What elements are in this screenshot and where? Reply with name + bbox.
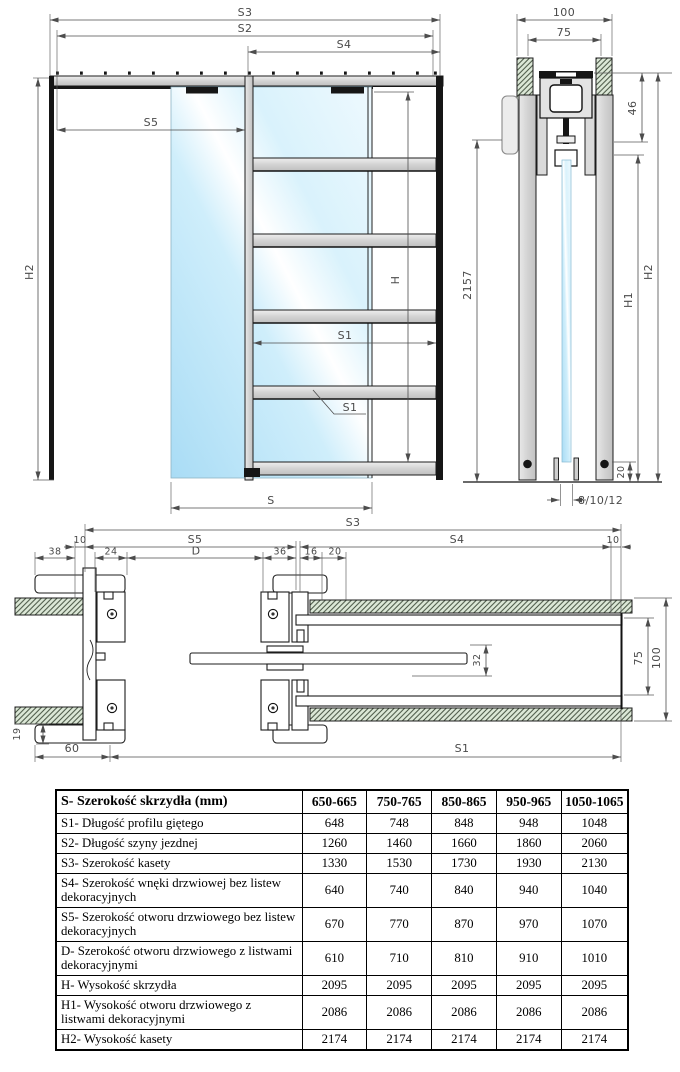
spec-cell: 840	[432, 874, 497, 908]
spec-cell: 870	[432, 907, 497, 941]
spec-cell: 1460	[367, 834, 432, 854]
spec-cell: 2095	[496, 975, 561, 995]
dim-label-s2-front: S2	[237, 22, 253, 35]
door-leaf-front	[171, 87, 372, 478]
dim-label-38: 38	[48, 546, 62, 558]
spec-cell: 748	[367, 814, 432, 834]
spec-cell: 2086	[561, 995, 628, 1029]
fixing-dot-left	[523, 460, 532, 469]
spec-row-label: H2- Wysokość kasety	[56, 1029, 302, 1050]
spec-header-row	[56, 790, 628, 814]
dim-label-2157: 2157	[461, 270, 474, 300]
dim-label-100-plan: 100	[650, 646, 663, 670]
spec-cell: 2174	[496, 1029, 561, 1050]
dim-label-h2-side: H2	[642, 263, 655, 281]
wall-edge-trim	[502, 96, 518, 154]
spec-header-col: 650-665	[302, 790, 367, 814]
side-section-view	[461, 6, 672, 507]
spec-cell: 1860	[496, 834, 561, 854]
dim-label-s4-plan: S4	[449, 533, 465, 546]
spec-cell: 2086	[496, 995, 561, 1029]
dim-label-s5-plan: S5	[187, 533, 203, 546]
spec-row-h1	[56, 995, 628, 1029]
dim-label-s3-plan: S3	[345, 516, 361, 529]
cassette-entry-post	[245, 76, 253, 480]
spec-row-s1	[56, 814, 628, 834]
spec-row-d	[56, 941, 628, 975]
spec-row-label: S3- Szerokość kasety	[56, 854, 302, 874]
dim-label-10-left: 10	[73, 535, 87, 546]
spec-cell: 1530	[367, 854, 432, 874]
spec-row-h2	[56, 1029, 628, 1050]
spec-cell: 1660	[432, 834, 497, 854]
spec-row-label: H- Wysokość skrzydła	[56, 975, 302, 995]
spec-cell: 640	[302, 874, 367, 908]
spec-cell: 1010	[561, 941, 628, 975]
spec-cell: 648	[302, 814, 367, 834]
spec-row-label: S2- Długość szyny jezdnej	[56, 834, 302, 854]
spec-cell: 2174	[302, 1029, 367, 1050]
spec-cell: 1730	[432, 854, 497, 874]
dim-label-s4-front: S4	[336, 38, 352, 51]
spec-row-s4	[56, 874, 628, 908]
spec-header-col: 950-965	[496, 790, 561, 814]
dim-label-h-front: H	[389, 275, 402, 285]
dim-label-h2-front: H2	[23, 263, 36, 281]
cassette-pocket	[373, 87, 436, 465]
spec-cell: 2086	[432, 995, 497, 1029]
dim-label-s5-front: S5	[143, 116, 159, 129]
spec-cell: 948	[496, 814, 561, 834]
dim-label-20-side: 20	[616, 465, 627, 479]
spec-row-s5	[56, 907, 628, 941]
dim-label-36: 36	[273, 546, 287, 558]
spec-cell: 1330	[302, 854, 367, 874]
wall-hatch-plan-left-bottom	[15, 707, 93, 724]
cassette-panel-left	[519, 95, 536, 480]
fixing-dot-right	[600, 460, 609, 469]
spec-row-s2	[56, 834, 628, 854]
front-view	[23, 6, 443, 514]
dim-label-75-plan: 75	[632, 650, 645, 666]
spec-cell: 910	[496, 941, 561, 975]
dim-label-s1-plan: S1	[454, 742, 470, 755]
architrave-left-top	[35, 575, 125, 593]
spec-cell: 848	[432, 814, 497, 834]
spec-cell: 2086	[367, 995, 432, 1029]
spec-header-col: 750-765	[367, 790, 432, 814]
spec-row-label: S1- Długość profilu giętego	[56, 814, 302, 834]
left-frame-profile	[49, 76, 54, 480]
spec-cell: 970	[496, 907, 561, 941]
spec-cell: 670	[302, 907, 367, 941]
spec-cell: 740	[367, 874, 432, 908]
spec-cell: 2130	[561, 854, 628, 874]
dim-label-75-side: 75	[556, 26, 572, 39]
plan-section-view	[12, 516, 672, 762]
spec-cell: 1260	[302, 834, 367, 854]
spec-cell: 2060	[561, 834, 628, 854]
spec-cell: 2095	[302, 975, 367, 995]
spec-row-h	[56, 975, 628, 995]
spec-cell: 1930	[496, 854, 561, 874]
spec-table	[55, 789, 629, 1051]
dim-label-h1-side: H1	[622, 291, 635, 309]
dim-label-s1-leader: S1	[342, 401, 358, 414]
spec-cell: 2095	[367, 975, 432, 995]
spec-row-label: D- Szerokość otworu drzwiowego z listwami dekoracyjnymi	[56, 941, 302, 975]
spec-cell: 2174	[561, 1029, 628, 1050]
dim-label-24: 24	[104, 546, 118, 558]
dim-label-32: 32	[472, 653, 483, 667]
spec-cell: 1040	[561, 874, 628, 908]
spec-cell: 2174	[432, 1029, 497, 1050]
spec-cell: 610	[302, 941, 367, 975]
dim-label-100-side: 100	[552, 6, 576, 19]
spec-header-col: 850-865	[432, 790, 497, 814]
door-leaf-plan	[190, 646, 467, 670]
spec-cell: 1048	[561, 814, 628, 834]
spec-header-col: 1050-1065	[561, 790, 628, 814]
spec-row-label: H1- Wysokość otworu drzwiowego z listwami dekoracyjnymi	[56, 995, 302, 1029]
wall-hatch-plan-left-top	[15, 598, 93, 615]
spec-row-label: S5- Szerokość otworu drzwiowego bez listew dekoracyjnych	[56, 907, 302, 941]
floor-guide-front	[244, 468, 260, 477]
dim-label-20-plan: 20	[328, 546, 342, 558]
door-leaf-side	[562, 160, 571, 462]
dim-label-d: D	[191, 544, 201, 558]
dim-label-46: 46	[626, 100, 639, 116]
spec-header-label: S- Szerokość skrzydła (mm)	[56, 790, 302, 814]
spec-cell: 770	[367, 907, 432, 941]
dim-label-19: 19	[12, 727, 23, 741]
right-frame-profile	[436, 76, 443, 480]
left-jamb	[83, 568, 125, 740]
dim-label-s-front: S	[267, 494, 275, 507]
spec-cell: 2086	[302, 995, 367, 1029]
spec-row-label: S4- Szerokość wnęki drzwiowej bez listew dekoracyjnych	[56, 874, 302, 908]
dim-label-60: 60	[64, 742, 80, 755]
dim-label-16: 16	[304, 546, 318, 558]
spec-cell: 2095	[561, 975, 628, 995]
dim-label-s1-front: S1	[337, 329, 353, 342]
cassette-panel-right	[596, 95, 613, 480]
wall-hatch-plan-right-top	[310, 600, 632, 613]
dim-label-10-right: 10	[606, 535, 620, 546]
wall-hatch-plan-right-bottom	[310, 708, 632, 721]
spec-cell: 1070	[561, 907, 628, 941]
spec-row-s3	[56, 854, 628, 874]
spec-cell: 810	[432, 941, 497, 975]
dim-label-door-thickness: 8/10/12	[578, 494, 624, 507]
spec-cell: 2174	[367, 1029, 432, 1050]
spec-cell: 710	[367, 941, 432, 975]
spec-cell: 940	[496, 874, 561, 908]
dim-label-s3-front: S3	[237, 6, 253, 19]
spec-cell: 2095	[432, 975, 497, 995]
